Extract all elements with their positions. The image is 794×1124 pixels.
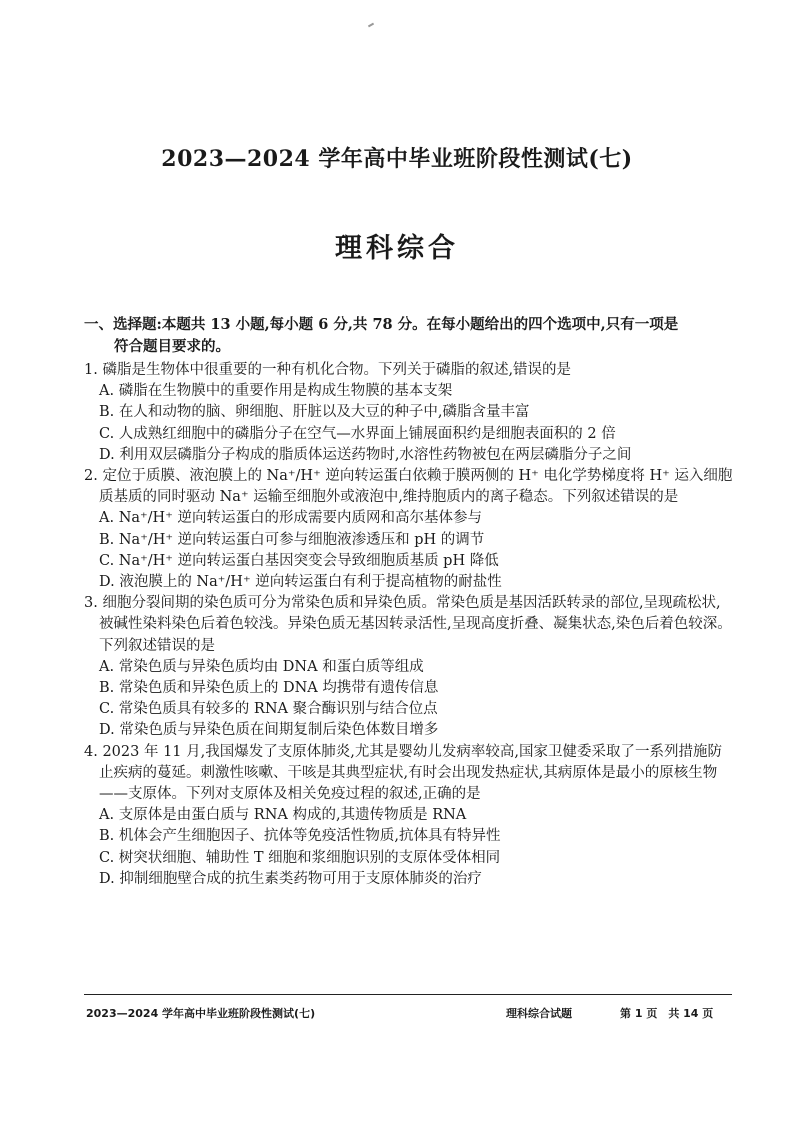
footer-page-number: 第 1 页 共 14 页 <box>620 1007 714 1020</box>
option-a: A. 磷脂在生物膜中的重要作用是构成生物膜的基本支架 <box>99 383 453 400</box>
option-a: A. 支原体是由蛋白质与 RNA 构成的,其遗传物质是 RNA <box>99 807 467 824</box>
option-b: B. 在人和动物的脑、卵细胞、肝脏以及大豆的种子中,磷脂含量丰富 <box>99 404 530 421</box>
exam-title: 2023—2024 学年高中毕业班阶段性测试(七) <box>161 146 633 172</box>
footer-exam-name: 2023—2024 学年高中毕业班阶段性测试(七) <box>86 1007 316 1020</box>
option-d: D. 常染色质与异染色质在间期复制后染色体数目增多 <box>99 722 439 739</box>
question-stem: 1. 磷脂是生物体中很重要的一种有机化合物。下列关于磷脂的叙述,错误的是 <box>84 362 572 378</box>
section-heading-line1: 一、选择题:本题共 13 小题,每小题 6 分,共 78 分。在每小题给出的四个选项中,只有一项是 <box>84 316 679 333</box>
question-stem: 4. 2023 年 11 月,我国爆发了支原体肺炎,尤其是婴幼儿发病率较高,国家卫健委采取了一系列措施防止疾病的蔓延。刺激性咳嗽、干咳是其典型症状,有时会出现发热症状,其病原体是最小的原核生物——支原体。下列对支原体及相关免疫过程的叙述,正确的是 <box>84 743 722 803</box>
option-d: D. 抑制细胞壁合成的抗生素类药物可用于支原体肺炎的治疗 <box>99 870 482 887</box>
question-stem: 2. 定位于质膜、液泡膜上的 Na⁺/H⁺ 逆向转运蛋白依赖于膜两侧的 H⁺ 电化学势梯度将 H⁺ 运入细胞质基质的同时驱动 Na⁺ 运输至细胞外或液泡中,维持胞质内的离子稳态。下列叙述错误的是 <box>84 468 733 506</box>
option-c: C. 树突状细胞、辅助性 T 细胞和浆细胞识别的支原体受体相同 <box>99 849 501 866</box>
question-list <box>84 360 734 890</box>
section-heading-line2: 符合题目要求的。 <box>114 338 230 355</box>
option-b: B. Na⁺/H⁺ 逆向转运蛋白可参与细胞液渗透压和 pH 的调节 <box>99 531 485 548</box>
option-c: C. 常染色质具有较多的 RNA 聚合酶识别与结合位点 <box>99 701 438 718</box>
option-c: C. Na⁺/H⁺ 逆向转运蛋白基因突变会导致细胞质基质 pH 降低 <box>99 552 499 569</box>
option-d: D. 利用双层磷脂分子构成的脂质体运送药物时,水溶性药物被包在两层磷脂分子之间 <box>99 446 632 463</box>
question-1 <box>84 360 734 466</box>
option-b: B. 常染色质和异染色质上的 DNA 均携带有遗传信息 <box>99 680 439 697</box>
question-4 <box>84 742 734 890</box>
question-3 <box>84 593 734 741</box>
option-a: A. 常染色质与异染色质均由 DNA 和蛋白质等组成 <box>99 658 424 675</box>
option-a: A. Na⁺/H⁺ 逆向转运蛋白的形成需要内质网和高尔基体参与 <box>99 510 482 527</box>
footer-divider <box>84 994 732 995</box>
option-b: B. 机体会产生细胞因子、抗体等免疫活性物质,抗体具有特异性 <box>99 828 501 845</box>
option-d: D. 液泡膜上的 Na⁺/H⁺ 逆向转运蛋白有利于提高植物的耐盐性 <box>99 574 502 591</box>
question-stem: 3. 细胞分裂间期的染色质可分为常染色质和异染色质。常染色质是基因活跃转录的部位,呈现疏松状,被碱性染料染色后着色较浅。异染色质无基因转录活性,呈现高度折叠、凝集状态,染色后着色较深。下列叙述错误的是 <box>84 595 732 654</box>
subject-title: 理科综合 <box>335 233 459 264</box>
option-c: C. 人成熟红细胞中的磷脂分子在空气—水界面上铺展面积约是细胞表面积的 2 倍 <box>99 425 616 442</box>
section-heading <box>84 314 734 358</box>
footer-paper-name: 理科综合试题 <box>506 1007 572 1020</box>
scan-mark <box>368 23 374 28</box>
question-2 <box>84 466 734 593</box>
